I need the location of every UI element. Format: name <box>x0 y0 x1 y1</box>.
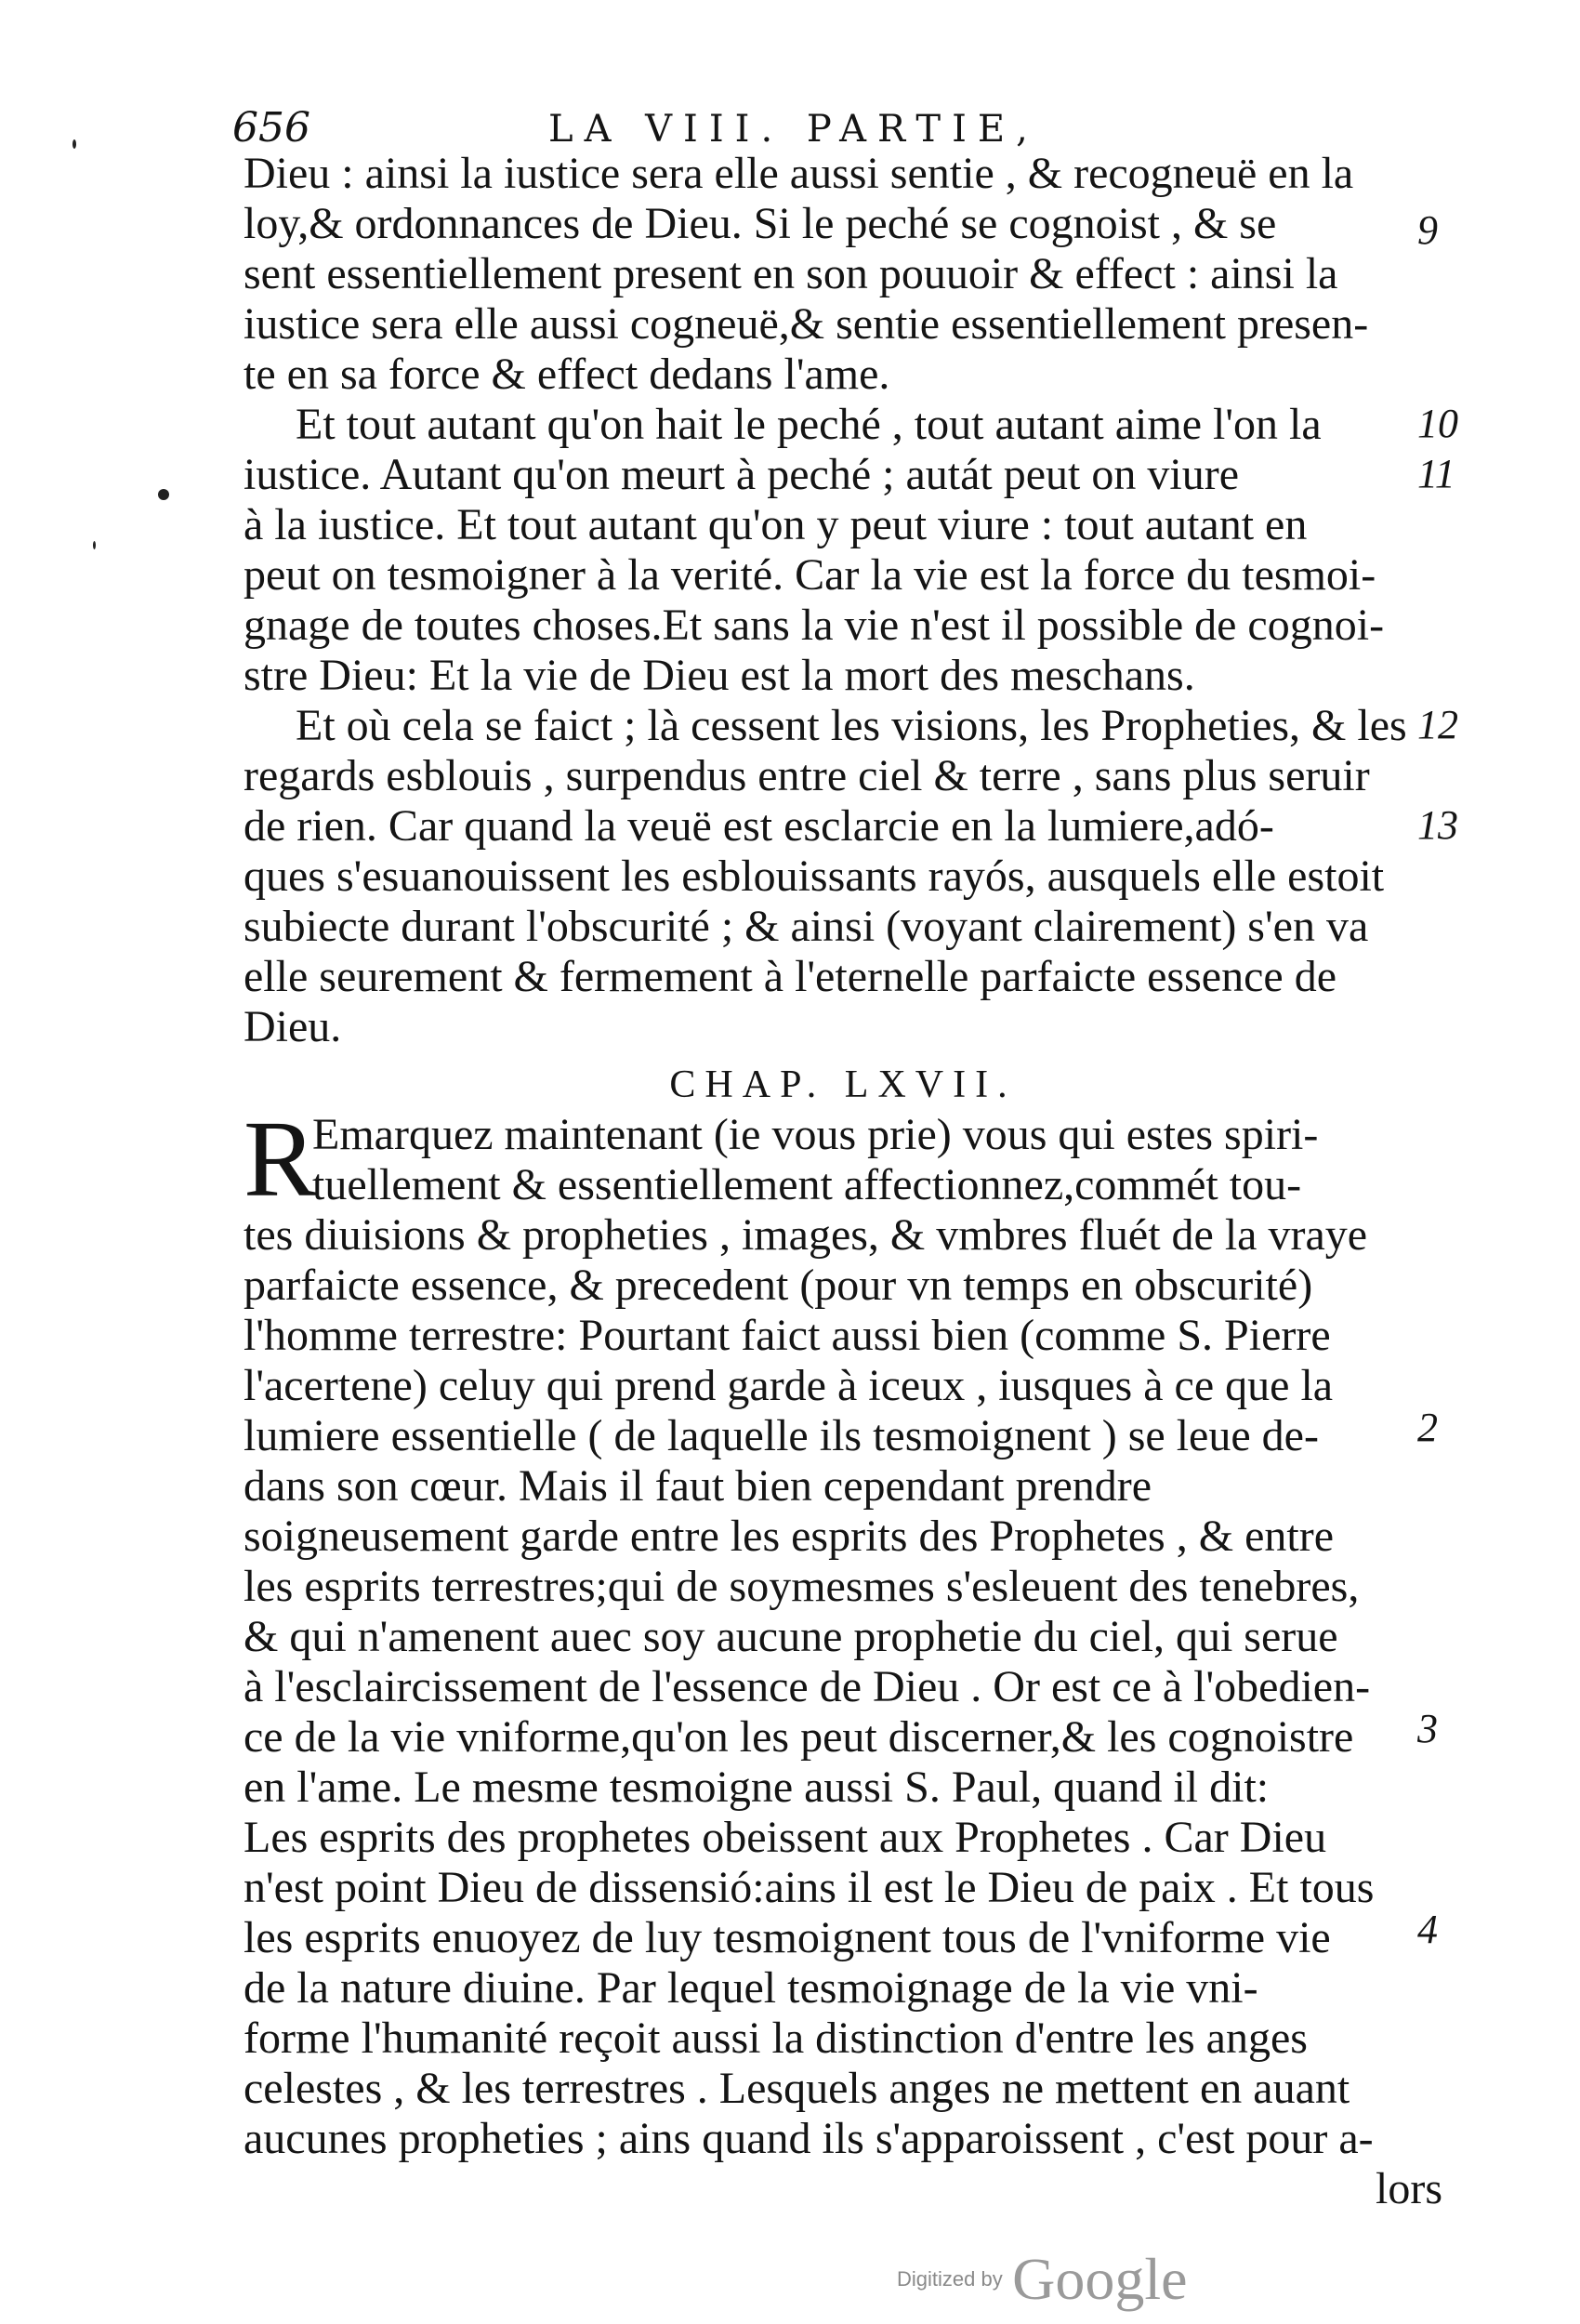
text-line: Et où cela se faict ; là cessent les visions, les Propheties, & les <box>296 701 1407 750</box>
text-line: peut on tesmoigner à la verité. Car la vie est la force du tesmoi- <box>244 550 1376 600</box>
text-line: loy,& ordonnances de Dieu. Si le peché se cognoist , & se <box>244 199 1277 248</box>
text-line: dans son cœur. Mais il faut bien cependant prendre <box>244 1461 1152 1511</box>
margin-verse-number: 11 <box>1417 451 1455 496</box>
text-line: les esprits enuoyez de luy tesmoignent tous de l'vniforme vie <box>244 1913 1331 1962</box>
text-line: à l'esclaircissement de l'essence de Dieu . Or est ce à l'obedien- <box>244 1662 1371 1711</box>
margin-verse-number: 4 <box>1417 1907 1438 1952</box>
ink-speck <box>72 139 76 149</box>
text-line: te en sa force & effect dedans l'ame. <box>244 350 890 399</box>
text-line: ques s'esuanouissent les esblouissants rayós, ausquels elle estoit <box>244 852 1385 901</box>
margin-verse-number: 12 <box>1417 702 1458 747</box>
text-line: soigneusement garde entre les esprits des Prophetes , & entre <box>244 1512 1334 1561</box>
text-line: de la nature diuine. Par lequel tesmoignage de la vie vni- <box>244 1963 1258 2013</box>
text-line: n'est point Dieu de dissensió:ains il est le Dieu de paix . Et tous <box>244 1863 1375 1912</box>
text-line: tes diuisions & propheties , images, & vmbres fluét de la vraye <box>244 1210 1368 1260</box>
text-line: subiecte durant l'obscurité ; & ainsi (voyant clairement) s'en va <box>244 902 1369 951</box>
text-line: gnage de toutes choses.Et sans la vie n'est il possible de cognoi- <box>244 601 1385 650</box>
text-line-content: Emarquez maintenant (ie vous prie) vous qui estes spiri- <box>312 1110 1319 1159</box>
page-number: 656 <box>232 104 310 152</box>
margin-verse-number: 9 <box>1417 207 1438 253</box>
digitized-watermark <box>897 2245 1188 2314</box>
ink-speck <box>158 489 169 500</box>
text-line: en l'ame. Le mesme tesmoigne aussi S. Paul, quand il dit: <box>244 1763 1270 1812</box>
google-logo: Google <box>1012 2246 1188 2312</box>
text-line: Dieu. <box>244 1002 342 1051</box>
text-line: Les esprits des prophetes obeissent aux Prophetes . Car Dieu <box>244 1813 1327 1862</box>
text-line: l'homme terrestre: Pourtant faict aussi bien (comme S. Pierre <box>244 1311 1331 1360</box>
margin-verse-number: 2 <box>1417 1405 1438 1450</box>
margin-verse-number: 10 <box>1417 401 1458 446</box>
text-line: elle seurement & fermement à l'eternelle parfaicte essence de <box>244 952 1336 1001</box>
margin-verse-number: 3 <box>1417 1706 1438 1751</box>
text-line: parfaicte essence, & precedent (pour vn temps en obscurité) <box>244 1261 1313 1310</box>
text-line: celestes , & les terrestres . Lesquels anges ne mettent en auant <box>244 2064 1350 2113</box>
text-line: de rien. Car quand la veuë est esclarcie en la lumiere,adó- <box>244 801 1274 851</box>
chapter-heading: CHAP. LXVII. <box>669 1063 1017 1106</box>
text-line: Et tout autant qu'on hait le peché , tout autant aime l'on la <box>296 400 1322 449</box>
text-line: regards esblouis , surpendus entre ciel & terre , sans plus seruir <box>244 751 1370 800</box>
watermark-label: Digitized by <box>897 2267 1003 2291</box>
text-line: à la iustice. Et tout autant qu'on y peut viure : tout autant en <box>244 500 1308 549</box>
text-line: & qui n'amenent auec soy aucune prophetie du ciel, qui serue <box>244 1612 1338 1661</box>
text-line: l'acertene) celuy qui prend garde à iceux , iusques à ce que la <box>244 1361 1334 1410</box>
catchword: lors <box>1376 2164 1442 2213</box>
text-line: stre Dieu: Et la vie de Dieu est la mort des meschans. <box>244 651 1195 700</box>
text-line: tuellement & essentiellement affectionnez,commét tou- <box>312 1160 1302 1209</box>
drop-cap: R <box>244 1098 317 1220</box>
body-text <box>244 149 1442 2214</box>
text-line: les esprits terrestres;qui de soymesmes s'esleuent des tenebres, <box>244 1562 1360 1611</box>
text-line: aucunes propheties ; ains quand ils s'apparoissent , c'est pour a- <box>244 2114 1374 2163</box>
text-line: iustice. Autant qu'on meurt à peché ; autát peut on viure <box>244 450 1239 499</box>
text-line: sent essentiellement present en son pouuoir & effect : ainsi la <box>244 249 1338 298</box>
text-line: iustice sera elle aussi cogneuë,& sentie essentiellement presen- <box>244 299 1369 349</box>
text-line: lumiere essentielle ( de laquelle ils tesmoignent ) se leue de- <box>244 1411 1319 1460</box>
margin-verse-number: 13 <box>1417 802 1458 848</box>
running-title: LA VIII. PARTIE, <box>548 108 1039 151</box>
ink-speck <box>93 541 96 549</box>
text-line: forme l'humanité reçoit aussi la distinction d'entre les anges <box>244 2014 1308 2063</box>
text-line: Dieu : ainsi la iustice sera elle aussi sentie , & recogneuë en la <box>244 149 1354 198</box>
text-line: ce de la vie vniforme,qu'on les peut discerner,& les cognoistre <box>244 1712 1354 1762</box>
